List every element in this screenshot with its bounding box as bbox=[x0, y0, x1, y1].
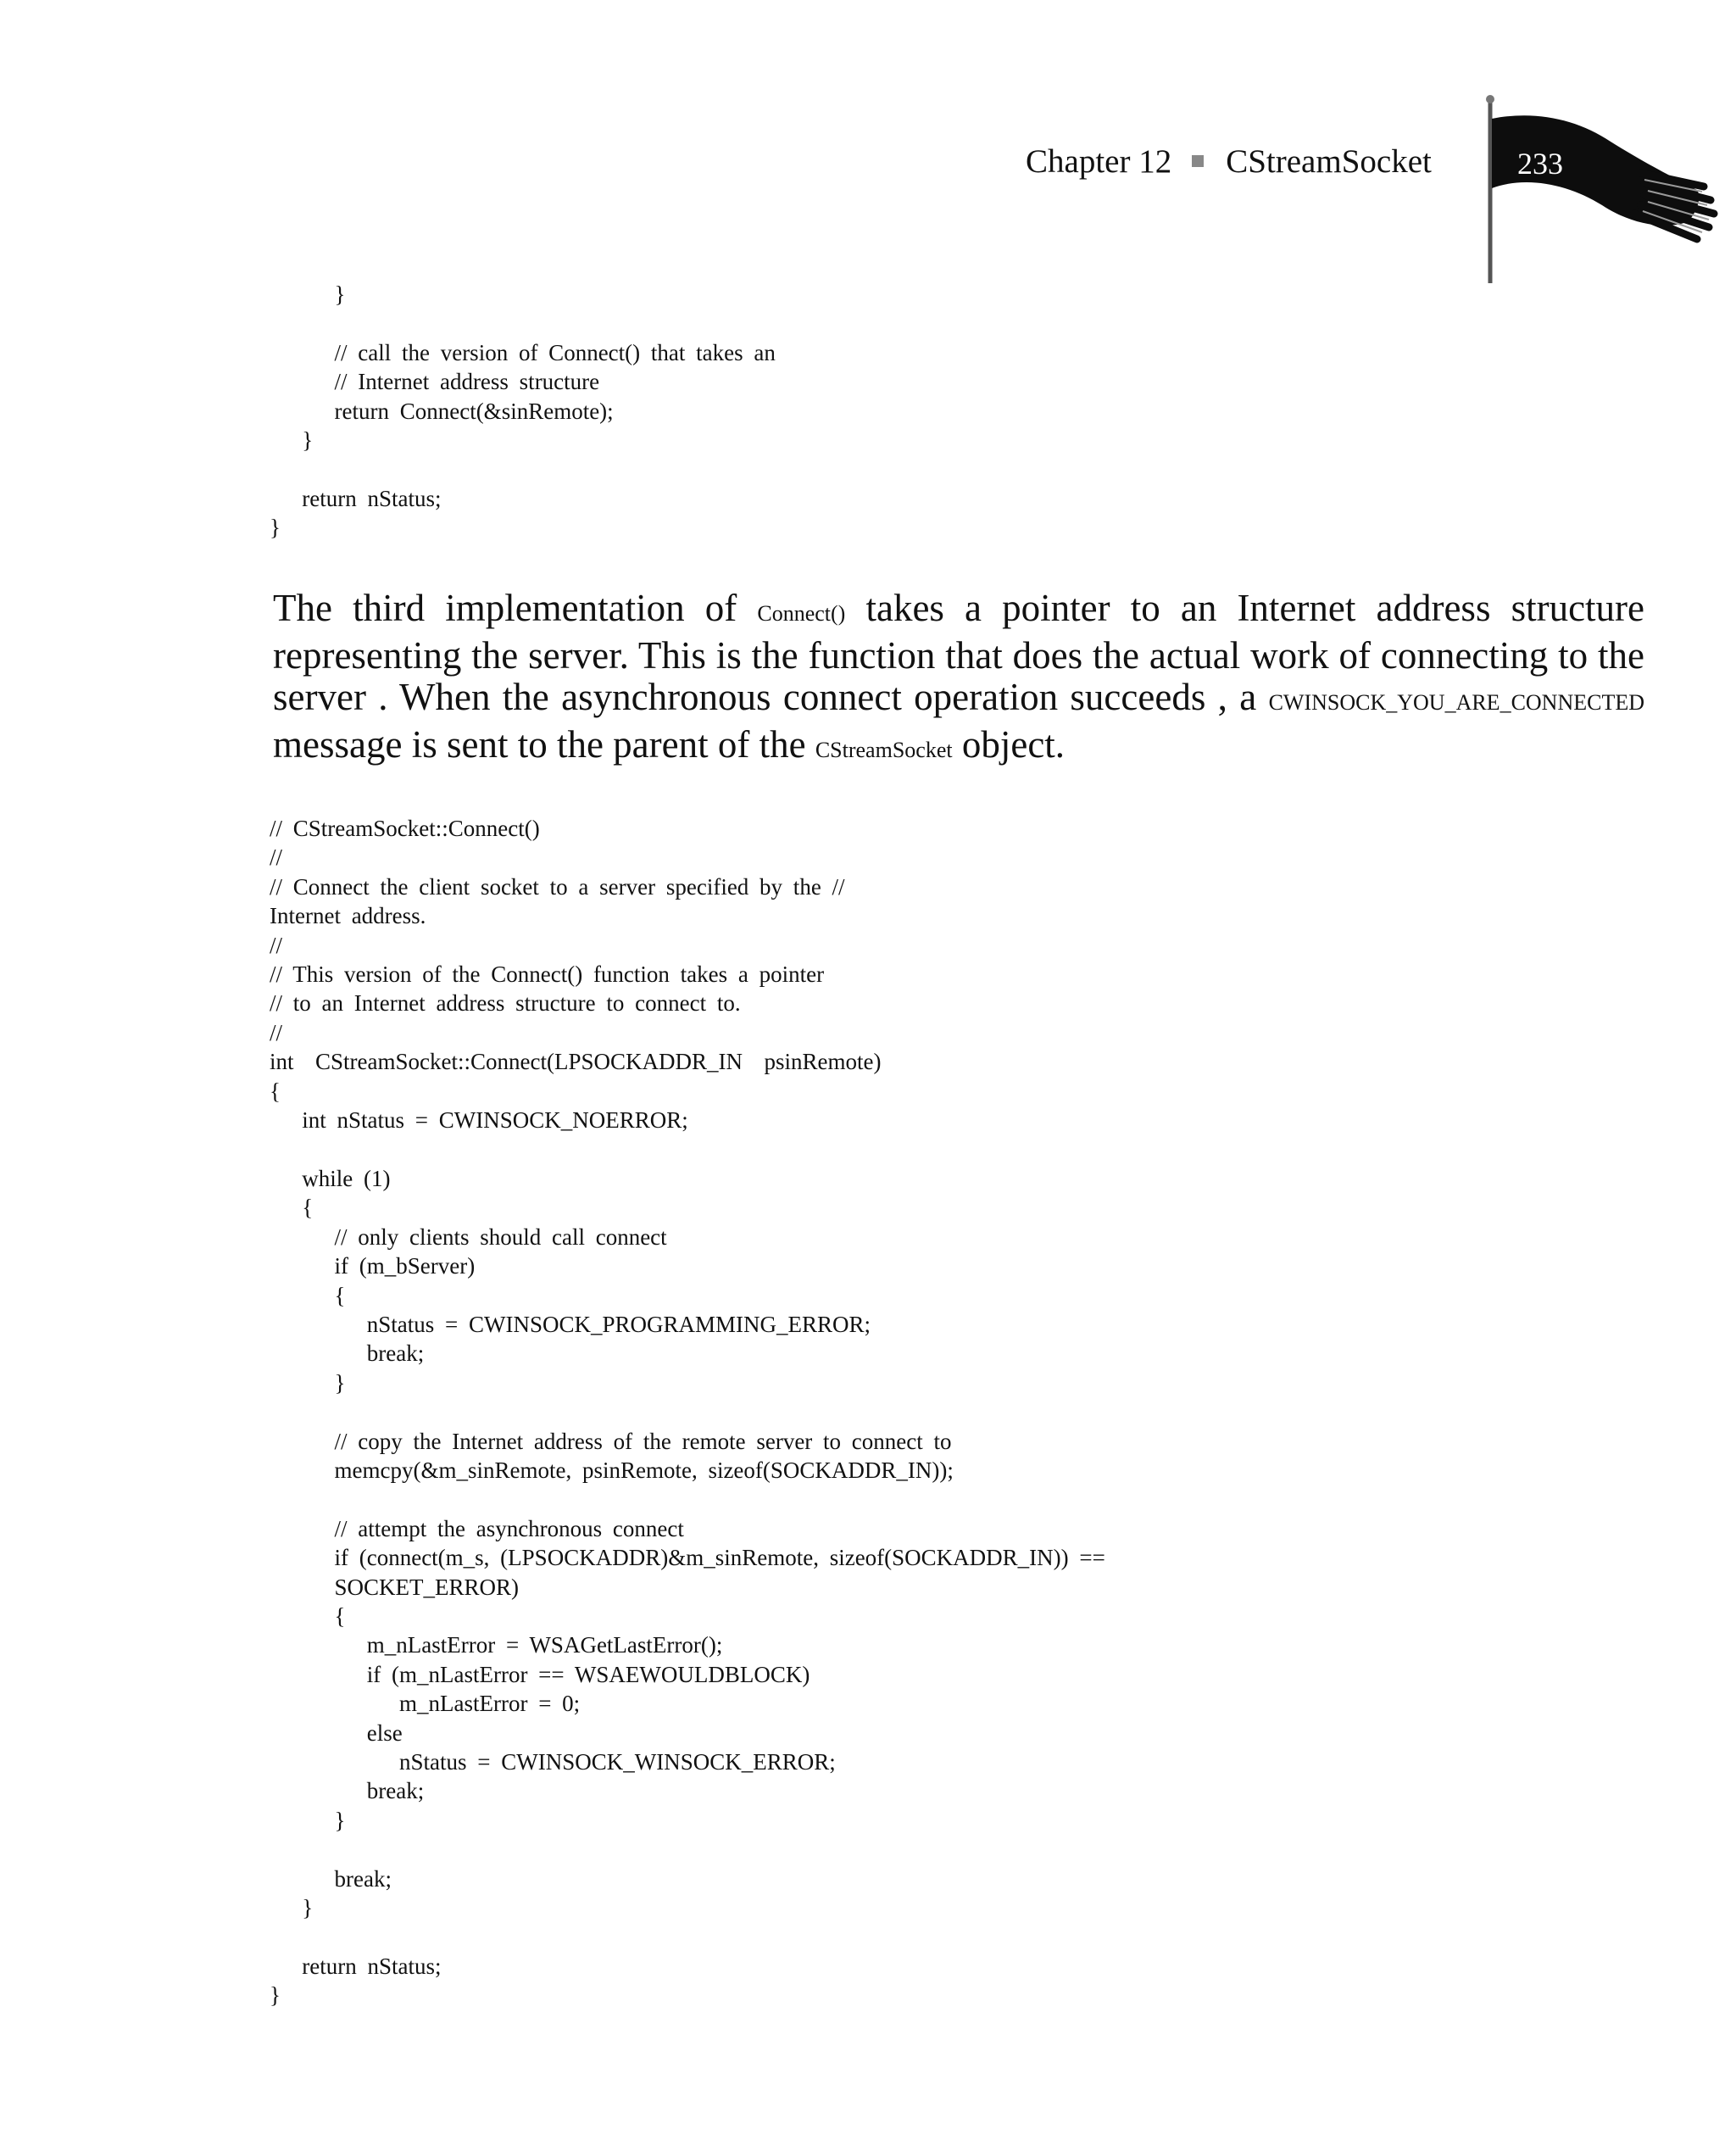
code-line: { bbox=[270, 1282, 346, 1308]
code-line: SOCKET_ERROR) bbox=[270, 1574, 520, 1600]
code-line: if (connect(m_s, (LPSOCKADDR)&m_sinRemote, sizeof(SOCKADDR_IN)) == bbox=[270, 1545, 1105, 1571]
code-line: m_nLastError = WSAGetLastError(); bbox=[270, 1632, 723, 1658]
code-line: // bbox=[270, 1019, 283, 1045]
code-line: { bbox=[270, 1195, 314, 1221]
code-line: if (m_nLastError == WSAEWOULDBLOCK) bbox=[270, 1661, 810, 1687]
chapter-title: CStreamSocket bbox=[1226, 142, 1432, 180]
code-line: int nStatus = CWINSOCK_NOERROR; bbox=[270, 1107, 688, 1134]
code-line: return nStatus; bbox=[270, 485, 442, 511]
code-line: { bbox=[270, 1078, 281, 1104]
code-line: break; bbox=[270, 1865, 392, 1892]
body-paragraph bbox=[273, 588, 1644, 771]
code-line: // attempt the asynchronous connect bbox=[270, 1515, 684, 1541]
code-line: // copy the Internet address of the remote server to connect to bbox=[270, 1428, 952, 1454]
code-line: // bbox=[270, 932, 283, 958]
inline-code-class: CStreamSocket bbox=[815, 737, 953, 762]
code-line bbox=[270, 1836, 281, 1862]
code-line: while (1) bbox=[270, 1165, 391, 1191]
page-number: 233 bbox=[1517, 147, 1563, 181]
inline-code-message: CWINSOCK_YOU_ARE_CONNECTED bbox=[1268, 690, 1644, 715]
code-line: // only clients should call connect bbox=[270, 1223, 667, 1250]
paragraph-text: object. bbox=[952, 722, 1066, 766]
code-line: // CStreamSocket::Connect() bbox=[270, 816, 540, 841]
code-line: // This version of the Connect() function takes a pointer bbox=[270, 961, 825, 988]
code-fragment-top bbox=[270, 280, 776, 543]
code-line bbox=[270, 1486, 281, 1512]
code-line bbox=[270, 310, 281, 336]
code-line: } bbox=[270, 1982, 281, 2009]
code-line: break; bbox=[270, 1340, 425, 1367]
pennant-flag-icon bbox=[1475, 95, 1721, 290]
code-line: if (m_bServer) bbox=[270, 1253, 476, 1279]
code-line: break; bbox=[270, 1778, 425, 1804]
code-line: } bbox=[270, 515, 281, 541]
code-line: // bbox=[270, 844, 283, 871]
code-line: { bbox=[270, 1602, 346, 1629]
code-line: Internet address. bbox=[270, 903, 426, 929]
code-line: nStatus = CWINSOCK_WINSOCK_ERROR; bbox=[270, 1749, 836, 1775]
code-line: } bbox=[270, 1369, 346, 1396]
code-line bbox=[270, 456, 281, 482]
code-line: } bbox=[270, 281, 346, 307]
code-line: // Internet address structure bbox=[270, 369, 600, 395]
code-line bbox=[270, 1399, 281, 1424]
code-line: // call the version of Connect() that takes an bbox=[270, 339, 776, 365]
code-line: // to an Internet address structure to connect to. bbox=[270, 990, 741, 1017]
code-listing-connect bbox=[270, 814, 1105, 2010]
paragraph-text: message is sent to the parent of the bbox=[273, 722, 815, 766]
code-line: return Connect(&sinRemote); bbox=[270, 398, 614, 424]
code-line: } bbox=[270, 1807, 346, 1833]
code-line: else bbox=[270, 1719, 403, 1746]
code-line: m_nLastError = 0; bbox=[270, 1691, 581, 1717]
code-line: int CStreamSocket::Connect(LPSOCKADDR_IN psinRemote) bbox=[270, 1049, 882, 1075]
running-header bbox=[1026, 136, 1432, 187]
chapter-label: Chapter 12 bbox=[1026, 142, 1172, 180]
code-line bbox=[270, 1136, 281, 1162]
code-line: } bbox=[270, 1895, 314, 1921]
code-line: nStatus = CWINSOCK_PROGRAMMING_ERROR; bbox=[270, 1311, 871, 1337]
square-bullet-icon bbox=[1192, 155, 1204, 167]
inline-code-connect: Connect() bbox=[757, 601, 846, 626]
code-line: memcpy(&m_sinRemote, psinRemote, sizeof(SOCKADDR_IN)); bbox=[270, 1457, 954, 1483]
paragraph-text: The third implementation of bbox=[273, 587, 758, 629]
code-line: // Connect the client socket to a server specified by the // bbox=[270, 873, 845, 900]
code-line: } bbox=[270, 427, 314, 454]
code-line bbox=[270, 1924, 281, 1949]
code-line: return nStatus; bbox=[270, 1953, 442, 1979]
paragraph-text: takes a pointer to an Internet address structure representing the server. This is the function that does the actual work of connecting to the server . When the asynchronous connect operation succeeds , a bbox=[273, 587, 1645, 718]
